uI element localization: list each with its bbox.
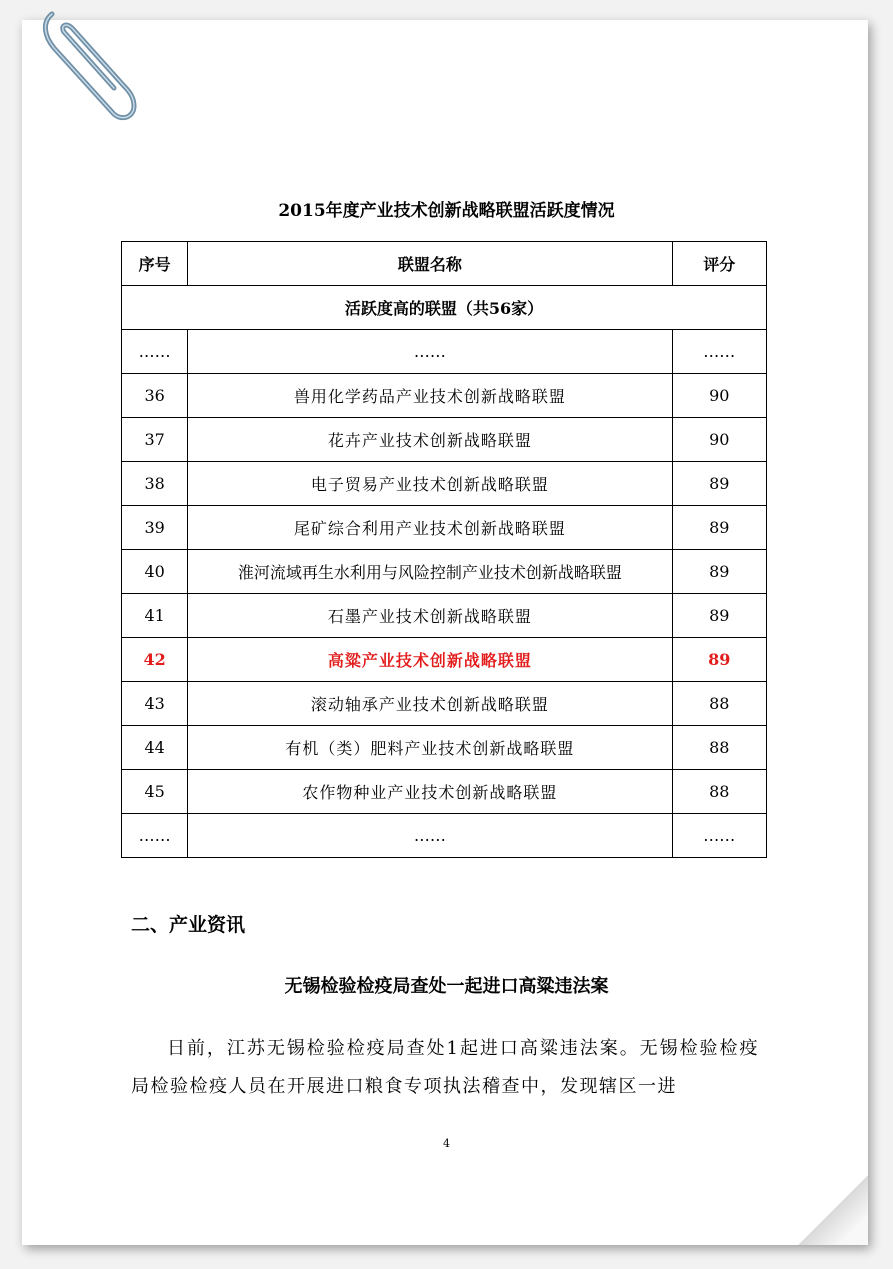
row-no: 37	[122, 418, 188, 462]
group-row	[122, 286, 767, 330]
ellipsis-cell: ……	[188, 330, 672, 374]
row-score: 89	[672, 638, 766, 682]
row-no: 41	[122, 594, 188, 638]
table-row	[122, 726, 767, 770]
news-paragraph: 日前，江苏无锡检验检疫局查处1起进口高粱违法案。无锡检验检疫局检验检疫人员在开展进口粮食专项执法稽查中，发现辖区一进	[131, 1038, 759, 1097]
ellipsis-cell: ……	[122, 330, 188, 374]
news-title: 无锡检验检疫局查处一起进口高粱违法案	[284, 976, 609, 997]
row-name: 滚动轴承产业技术创新战略联盟	[188, 682, 672, 726]
row-no: 39	[122, 506, 188, 550]
ellipsis-cell: ……	[672, 330, 766, 374]
row-name: 有机（类）肥料产业技术创新战略联盟	[188, 726, 672, 770]
row-no: 43	[122, 682, 188, 726]
row-no: 40	[122, 550, 188, 594]
row-no: 36	[122, 374, 188, 418]
table-row	[122, 418, 767, 462]
section-heading: 二、产业资讯	[131, 914, 246, 936]
header-name: 联盟名称	[188, 242, 672, 286]
row-name: 花卉产业技术创新战略联盟	[188, 418, 672, 462]
table-row	[122, 374, 767, 418]
group-label: 活跃度高的联盟（共56家）	[122, 286, 767, 330]
ellipsis-cell: ……	[122, 814, 188, 858]
table-row	[122, 594, 767, 638]
alliance-table	[121, 241, 767, 858]
row-no: 38	[122, 462, 188, 506]
table-header-row	[122, 242, 767, 286]
row-name: 淮河流域再生水利用与风险控制产业技术创新战略联盟	[188, 550, 672, 594]
header-score: 评分	[672, 242, 766, 286]
paperclip-icon	[34, 0, 144, 130]
row-score: 90	[672, 418, 766, 462]
row-name: 尾矿综合利用产业技术创新战略联盟	[188, 506, 672, 550]
row-no: 44	[122, 726, 188, 770]
table-row	[122, 550, 767, 594]
ellipsis-row	[122, 330, 767, 374]
table-row	[122, 462, 767, 506]
table-row-highlighted	[122, 638, 767, 682]
row-name: 石墨产业技术创新战略联盟	[188, 594, 672, 638]
row-name: 高粱产业技术创新战略联盟	[188, 638, 672, 682]
document-title: 2015年度产业技术创新战略联盟活跃度情况	[278, 201, 615, 221]
ellipsis-cell: ……	[188, 814, 672, 858]
table-row	[122, 682, 767, 726]
row-no: 42	[122, 638, 188, 682]
ellipsis-row	[122, 814, 767, 858]
row-score: 90	[672, 374, 766, 418]
row-name: 电子贸易产业技术创新战略联盟	[188, 462, 672, 506]
row-name: 农作物种业产业技术创新战略联盟	[188, 770, 672, 814]
table-row	[122, 506, 767, 550]
row-score: 89	[672, 506, 766, 550]
header-no: 序号	[122, 242, 188, 286]
row-name: 兽用化学药品产业技术创新战略联盟	[188, 374, 672, 418]
row-score: 89	[672, 550, 766, 594]
ellipsis-cell: ……	[672, 814, 766, 858]
row-score: 88	[672, 770, 766, 814]
table-row	[122, 770, 767, 814]
row-no: 45	[122, 770, 188, 814]
row-score: 88	[672, 682, 766, 726]
row-score: 89	[672, 462, 766, 506]
row-score: 89	[672, 594, 766, 638]
page-number: 4	[443, 1137, 450, 1150]
row-score: 88	[672, 726, 766, 770]
page-curl	[798, 1175, 868, 1245]
